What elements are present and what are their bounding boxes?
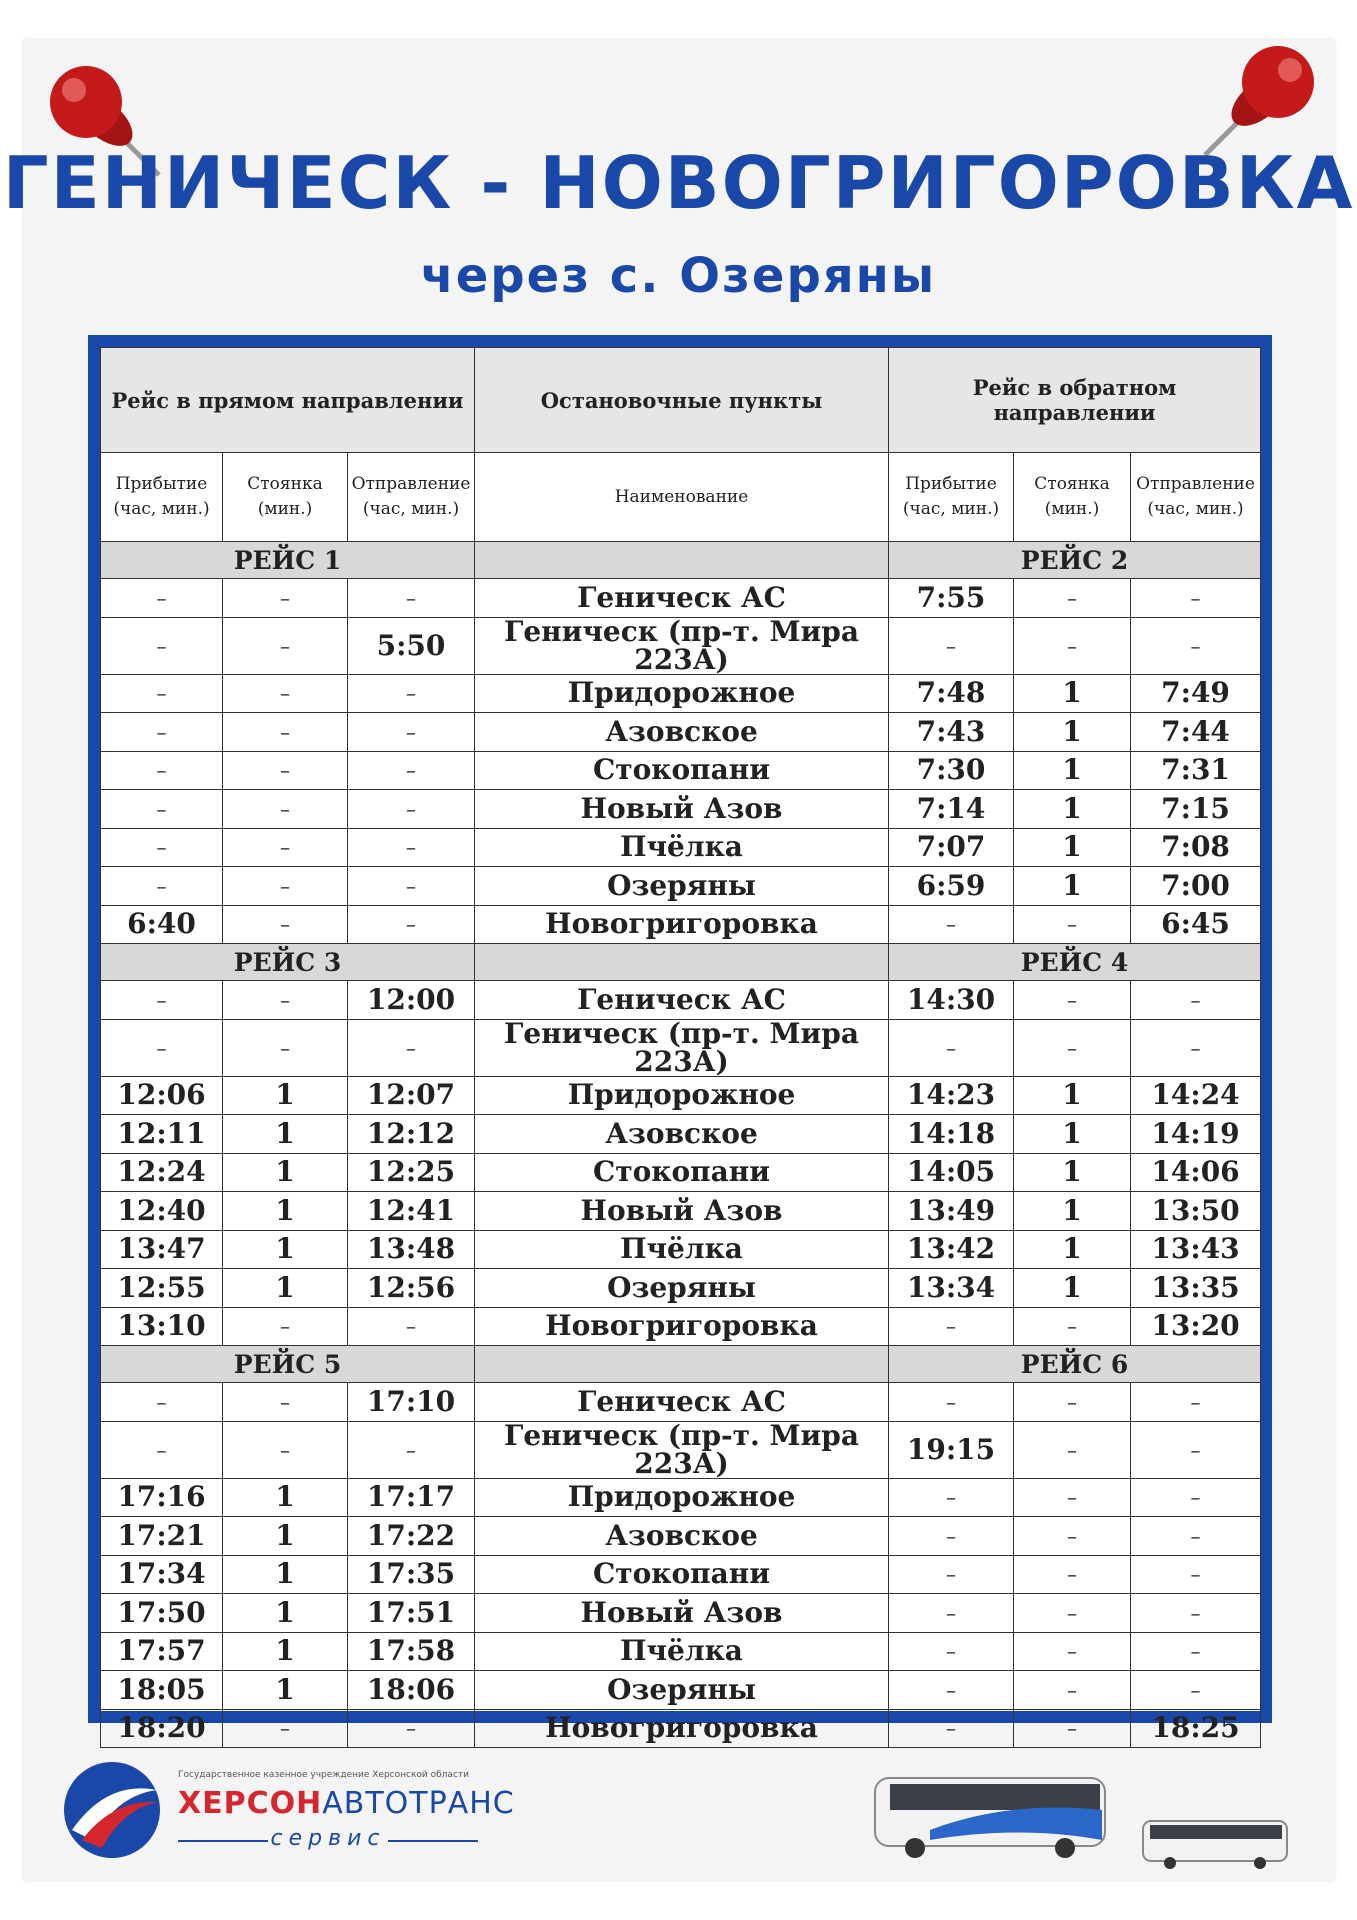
departure-cell: – bbox=[348, 579, 475, 618]
table-row bbox=[101, 751, 1261, 790]
stop-name-cell: Азовское bbox=[475, 713, 889, 752]
departure-cell: 12:00 bbox=[348, 981, 475, 1020]
departure-cell: – bbox=[348, 828, 475, 867]
stop-cell: 1 bbox=[1014, 674, 1131, 713]
arrival-cell: – bbox=[101, 981, 223, 1020]
table-row bbox=[101, 1709, 1261, 1748]
stop-name-cell: Новогригоровка bbox=[475, 1307, 889, 1346]
stop-name-cell: Новый Азов bbox=[475, 1594, 889, 1633]
departure-cell: – bbox=[1131, 1594, 1261, 1633]
stop-name-cell: Озеряны bbox=[475, 1671, 889, 1710]
departure-cell: 5:50 bbox=[348, 617, 475, 674]
subheader-name: Наименование bbox=[475, 453, 889, 542]
arrival-cell: – bbox=[889, 1709, 1014, 1748]
stop-cell: – bbox=[223, 981, 348, 1020]
table-row bbox=[101, 1307, 1261, 1346]
stop-cell: – bbox=[1014, 1555, 1131, 1594]
departure-cell: 13:35 bbox=[1131, 1269, 1261, 1308]
table-row bbox=[101, 1478, 1261, 1517]
arrival-cell: 13:10 bbox=[101, 1307, 223, 1346]
arrival-cell: 13:49 bbox=[889, 1192, 1014, 1231]
arrival-cell: 12:11 bbox=[101, 1115, 223, 1154]
stop-cell: 1 bbox=[1014, 790, 1131, 829]
trip-header-row bbox=[101, 1346, 1261, 1383]
subheader-arrival: Прибытие (час, мин.) bbox=[101, 453, 223, 542]
stop-name-cell: Новый Азов bbox=[475, 790, 889, 829]
trip-spacer bbox=[475, 944, 889, 981]
stop-name-cell: Стокопани bbox=[475, 1555, 889, 1594]
departure-cell: – bbox=[1131, 1383, 1261, 1422]
schedule-frame bbox=[88, 335, 1272, 1745]
stop-name-cell: Геническ (пр-т. Мира 223А) bbox=[475, 617, 889, 674]
table-row bbox=[101, 1192, 1261, 1231]
stop-cell: 1 bbox=[1014, 867, 1131, 906]
arrival-cell: 7:43 bbox=[889, 713, 1014, 752]
arrival-cell: 7:14 bbox=[889, 790, 1014, 829]
table-row bbox=[101, 1555, 1261, 1594]
departure-cell: – bbox=[348, 1709, 475, 1748]
org-description: Государственное казенное учреждение Херсонской области bbox=[178, 1770, 469, 1780]
stop-name-cell: Азовское bbox=[475, 1517, 889, 1556]
arrival-cell: 7:55 bbox=[889, 579, 1014, 618]
departure-cell: – bbox=[1131, 1671, 1261, 1710]
schedule-table bbox=[100, 347, 1261, 1748]
departure-cell: – bbox=[1131, 1478, 1261, 1517]
stop-cell: – bbox=[223, 713, 348, 752]
table-row bbox=[101, 617, 1261, 674]
table-row bbox=[101, 1671, 1261, 1710]
arrival-cell: 12:40 bbox=[101, 1192, 223, 1231]
table-row bbox=[101, 981, 1261, 1020]
stop-cell: – bbox=[1014, 1517, 1131, 1556]
stop-cell: 1 bbox=[1014, 828, 1131, 867]
arrival-cell: 6:40 bbox=[101, 905, 223, 944]
stop-cell: – bbox=[223, 828, 348, 867]
arrival-cell: 14:30 bbox=[889, 981, 1014, 1020]
arrival-cell: – bbox=[889, 1517, 1014, 1556]
arrival-cell: 12:24 bbox=[101, 1153, 223, 1192]
stop-cell: 1 bbox=[1014, 1153, 1131, 1192]
arrival-cell: – bbox=[101, 579, 223, 618]
departure-cell: – bbox=[348, 790, 475, 829]
departure-cell: – bbox=[348, 713, 475, 752]
stop-cell: – bbox=[223, 1421, 348, 1478]
departure-cell: 12:12 bbox=[348, 1115, 475, 1154]
arrival-cell: 14:05 bbox=[889, 1153, 1014, 1192]
arrival-cell: – bbox=[101, 751, 223, 790]
stop-cell: – bbox=[1014, 1421, 1131, 1478]
table-row bbox=[101, 713, 1261, 752]
departure-cell: 14:24 bbox=[1131, 1076, 1261, 1115]
departure-cell: 7:49 bbox=[1131, 674, 1261, 713]
arrival-cell: – bbox=[889, 1478, 1014, 1517]
stop-cell: 1 bbox=[223, 1269, 348, 1308]
stop-cell: 1 bbox=[223, 1671, 348, 1710]
departure-cell: 13:20 bbox=[1131, 1307, 1261, 1346]
arrival-cell: – bbox=[101, 713, 223, 752]
stop-cell: – bbox=[1014, 579, 1131, 618]
brand-name: ХЕРСОНАВТОТРАНС bbox=[178, 1786, 515, 1821]
stop-name-cell: Придорожное bbox=[475, 1076, 889, 1115]
stop-name-cell: Озеряны bbox=[475, 867, 889, 906]
stop-cell: 1 bbox=[223, 1594, 348, 1633]
table-row bbox=[101, 1019, 1261, 1076]
arrival-cell: 17:57 bbox=[101, 1632, 223, 1671]
departure-cell: 17:10 bbox=[348, 1383, 475, 1422]
stop-cell: – bbox=[1014, 1019, 1131, 1076]
arrival-cell: 18:20 bbox=[101, 1709, 223, 1748]
departure-cell: 7:00 bbox=[1131, 867, 1261, 906]
arrival-cell: – bbox=[889, 1383, 1014, 1422]
table-row bbox=[101, 1153, 1261, 1192]
departure-cell: 13:43 bbox=[1131, 1230, 1261, 1269]
stop-cell: 1 bbox=[1014, 713, 1131, 752]
trip-forward-label: РЕЙС 5 bbox=[101, 1346, 475, 1383]
stop-cell: – bbox=[1014, 905, 1131, 944]
trip-forward-label: РЕЙС 3 bbox=[101, 944, 475, 981]
table-row bbox=[101, 1076, 1261, 1115]
table-row bbox=[101, 1230, 1261, 1269]
subheader-departure: Отправление (час, мин.) bbox=[1131, 453, 1261, 542]
arrival-cell: 7:30 bbox=[889, 751, 1014, 790]
stop-name-cell: Стокопани bbox=[475, 751, 889, 790]
table-row bbox=[101, 1115, 1261, 1154]
trip-backward-label: РЕЙС 4 bbox=[889, 944, 1261, 981]
arrival-cell: 13:34 bbox=[889, 1269, 1014, 1308]
stop-name-cell: Придорожное bbox=[475, 674, 889, 713]
subheader-arrival: Прибытие (час, мин.) bbox=[889, 453, 1014, 542]
departure-cell: – bbox=[348, 867, 475, 906]
stop-name-cell: Геническ АС bbox=[475, 579, 889, 618]
stop-cell: – bbox=[223, 1383, 348, 1422]
stop-name-cell: Придорожное bbox=[475, 1478, 889, 1517]
departure-cell: – bbox=[1131, 981, 1261, 1020]
stop-cell: – bbox=[223, 617, 348, 674]
header-stops: Остановочные пункты bbox=[475, 348, 889, 453]
arrival-cell: – bbox=[101, 1019, 223, 1076]
table-row bbox=[101, 828, 1261, 867]
subheader-stop: Стоянка (мин.) bbox=[223, 453, 348, 542]
arrival-cell: 7:07 bbox=[889, 828, 1014, 867]
departure-cell: 18:25 bbox=[1131, 1709, 1261, 1748]
arrival-cell: 7:48 bbox=[889, 674, 1014, 713]
departure-cell: – bbox=[348, 1019, 475, 1076]
table-row bbox=[101, 1383, 1261, 1422]
departure-cell: – bbox=[348, 905, 475, 944]
arrival-cell: 12:06 bbox=[101, 1076, 223, 1115]
stop-cell: 1 bbox=[223, 1192, 348, 1231]
arrival-cell: – bbox=[889, 1307, 1014, 1346]
stop-cell: 1 bbox=[1014, 1115, 1131, 1154]
stop-cell: – bbox=[1014, 1478, 1131, 1517]
subheader-departure: Отправление (час, мин.) bbox=[348, 453, 475, 542]
stop-cell: – bbox=[223, 1709, 348, 1748]
arrival-cell: – bbox=[889, 1555, 1014, 1594]
stop-cell: – bbox=[223, 751, 348, 790]
stop-cell: – bbox=[1014, 1383, 1131, 1422]
stop-cell: – bbox=[1014, 981, 1131, 1020]
brand-subtitle: сервис bbox=[270, 1826, 386, 1851]
stop-cell: – bbox=[1014, 1632, 1131, 1671]
stop-cell: 1 bbox=[223, 1153, 348, 1192]
departure-cell: 7:15 bbox=[1131, 790, 1261, 829]
arrival-cell: – bbox=[889, 905, 1014, 944]
departure-cell: 13:50 bbox=[1131, 1192, 1261, 1231]
departure-cell: – bbox=[1131, 617, 1261, 674]
stop-name-cell: Новогригоровка bbox=[475, 1709, 889, 1748]
stop-name-cell: Геническ АС bbox=[475, 981, 889, 1020]
arrival-cell: 17:16 bbox=[101, 1478, 223, 1517]
stop-cell: 1 bbox=[1014, 1230, 1131, 1269]
arrival-cell: 18:05 bbox=[101, 1671, 223, 1710]
departure-cell: 14:19 bbox=[1131, 1115, 1261, 1154]
header-backward: Рейс в обратном направлении bbox=[889, 348, 1261, 453]
stop-name-cell: Пчёлка bbox=[475, 1230, 889, 1269]
trip-header-row bbox=[101, 542, 1261, 579]
stop-cell: 1 bbox=[223, 1230, 348, 1269]
subheader-stop: Стоянка (мин.) bbox=[1014, 453, 1131, 542]
arrival-cell: 17:50 bbox=[101, 1594, 223, 1633]
arrival-cell: 6:59 bbox=[889, 867, 1014, 906]
page-subtitle: через с. Озеряны bbox=[420, 248, 937, 304]
bus-image bbox=[870, 1770, 1110, 1860]
departure-cell: – bbox=[1131, 1555, 1261, 1594]
departure-cell: 17:17 bbox=[348, 1478, 475, 1517]
arrival-cell: 17:34 bbox=[101, 1555, 223, 1594]
arrival-cell: – bbox=[101, 617, 223, 674]
stop-cell: – bbox=[223, 790, 348, 829]
table-row bbox=[101, 1421, 1261, 1478]
trip-spacer bbox=[475, 542, 889, 579]
stop-cell: 1 bbox=[223, 1517, 348, 1556]
arrival-cell: – bbox=[101, 828, 223, 867]
departure-cell: 14:06 bbox=[1131, 1153, 1261, 1192]
departure-cell: 12:25 bbox=[348, 1153, 475, 1192]
table-row bbox=[101, 905, 1261, 944]
arrival-cell: 14:18 bbox=[889, 1115, 1014, 1154]
stop-cell: 1 bbox=[1014, 1192, 1131, 1231]
arrival-cell: 14:23 bbox=[889, 1076, 1014, 1115]
arrival-cell: 13:42 bbox=[889, 1230, 1014, 1269]
table-row bbox=[101, 1269, 1261, 1308]
departure-cell: 13:48 bbox=[348, 1230, 475, 1269]
stop-cell: – bbox=[1014, 1307, 1131, 1346]
table-row bbox=[101, 1632, 1261, 1671]
arrival-cell: – bbox=[101, 1383, 223, 1422]
arrival-cell: – bbox=[889, 617, 1014, 674]
arrival-cell: – bbox=[101, 867, 223, 906]
stop-cell: – bbox=[223, 674, 348, 713]
stop-cell: – bbox=[223, 579, 348, 618]
departure-cell: 17:58 bbox=[348, 1632, 475, 1671]
departure-cell: 12:07 bbox=[348, 1076, 475, 1115]
departure-cell: – bbox=[348, 674, 475, 713]
stop-cell: 1 bbox=[1014, 1269, 1131, 1308]
company-logo bbox=[62, 1760, 162, 1860]
stop-cell: – bbox=[223, 1307, 348, 1346]
stop-cell: – bbox=[1014, 1671, 1131, 1710]
departure-cell: 12:41 bbox=[348, 1192, 475, 1231]
stop-name-cell: Новогригоровка bbox=[475, 905, 889, 944]
stop-name-cell: Геническ АС bbox=[475, 1383, 889, 1422]
departure-cell: 18:06 bbox=[348, 1671, 475, 1710]
trip-forward-label: РЕЙС 1 bbox=[101, 542, 475, 579]
departure-cell: 17:35 bbox=[348, 1555, 475, 1594]
stop-cell: 1 bbox=[223, 1632, 348, 1671]
table-row bbox=[101, 674, 1261, 713]
arrival-cell: – bbox=[889, 1671, 1014, 1710]
departure-cell: 12:56 bbox=[348, 1269, 475, 1308]
arrival-cell: 19:15 bbox=[889, 1421, 1014, 1478]
departure-cell: 7:44 bbox=[1131, 713, 1261, 752]
arrival-cell: – bbox=[889, 1632, 1014, 1671]
arrival-cell: – bbox=[101, 674, 223, 713]
departure-cell: 17:22 bbox=[348, 1517, 475, 1556]
stop-name-cell: Новый Азов bbox=[475, 1192, 889, 1231]
trip-header-row bbox=[101, 944, 1261, 981]
table-row bbox=[101, 579, 1261, 618]
stop-cell: 1 bbox=[223, 1076, 348, 1115]
stop-cell: 1 bbox=[1014, 1076, 1131, 1115]
header-forward: Рейс в прямом направлении bbox=[101, 348, 475, 453]
table-row bbox=[101, 867, 1261, 906]
stop-name-cell: Геническ (пр-т. Мира 223А) bbox=[475, 1421, 889, 1478]
bus-image bbox=[1140, 1815, 1290, 1870]
trip-backward-label: РЕЙС 6 bbox=[889, 1346, 1261, 1383]
stop-cell: – bbox=[223, 1019, 348, 1076]
stop-cell: – bbox=[223, 867, 348, 906]
stop-cell: 1 bbox=[223, 1555, 348, 1594]
stop-cell: – bbox=[1014, 617, 1131, 674]
stop-cell: 1 bbox=[1014, 751, 1131, 790]
trip-backward-label: РЕЙС 2 bbox=[889, 542, 1261, 579]
stop-name-cell: Стокопани bbox=[475, 1153, 889, 1192]
departure-cell: 7:31 bbox=[1131, 751, 1261, 790]
arrival-cell: – bbox=[101, 790, 223, 829]
stop-cell: – bbox=[1014, 1594, 1131, 1633]
table-row bbox=[101, 1517, 1261, 1556]
table-row bbox=[101, 1594, 1261, 1633]
departure-cell: – bbox=[348, 751, 475, 790]
departure-cell: – bbox=[1131, 1019, 1261, 1076]
departure-cell: – bbox=[1131, 1421, 1261, 1478]
stop-name-cell: Геническ (пр-т. Мира 223А) bbox=[475, 1019, 889, 1076]
stop-name-cell: Озеряны bbox=[475, 1269, 889, 1308]
arrival-cell: – bbox=[889, 1594, 1014, 1633]
arrival-cell: 13:47 bbox=[101, 1230, 223, 1269]
arrival-cell: – bbox=[101, 1421, 223, 1478]
page-title: ГЕНИЧЕСК - НОВОГРИГОРОВКА bbox=[2, 141, 1355, 225]
stop-name-cell: Азовское bbox=[475, 1115, 889, 1154]
departure-cell: 6:45 bbox=[1131, 905, 1261, 944]
departure-cell: 7:08 bbox=[1131, 828, 1261, 867]
stop-cell: – bbox=[1014, 1709, 1131, 1748]
stop-name-cell: Пчёлка bbox=[475, 828, 889, 867]
departure-cell: – bbox=[348, 1421, 475, 1478]
departure-cell: – bbox=[1131, 1517, 1261, 1556]
stop-cell: 1 bbox=[223, 1478, 348, 1517]
arrival-cell: 12:55 bbox=[101, 1269, 223, 1308]
arrival-cell: 17:21 bbox=[101, 1517, 223, 1556]
departure-cell: – bbox=[1131, 579, 1261, 618]
stop-name-cell: Пчёлка bbox=[475, 1632, 889, 1671]
stop-cell: – bbox=[223, 905, 348, 944]
arrival-cell: – bbox=[889, 1019, 1014, 1076]
departure-cell: – bbox=[1131, 1632, 1261, 1671]
table-row bbox=[101, 790, 1261, 829]
departure-cell: – bbox=[348, 1307, 475, 1346]
departure-cell: 17:51 bbox=[348, 1594, 475, 1633]
stop-cell: 1 bbox=[223, 1115, 348, 1154]
trip-spacer bbox=[475, 1346, 889, 1383]
